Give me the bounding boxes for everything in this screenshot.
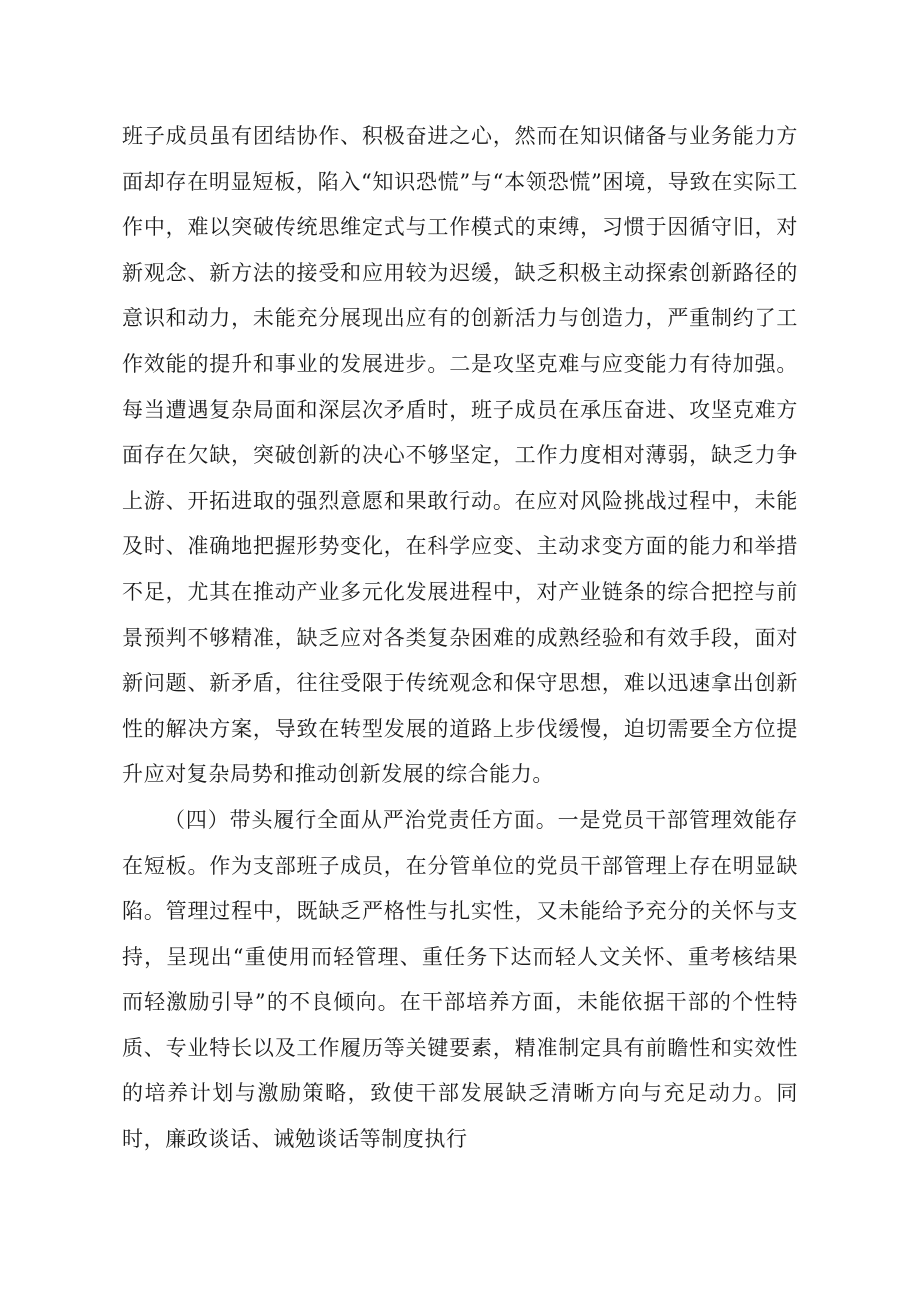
paragraph-continuation: 班子成员虽有团结协作、积极奋进之心，然而在知识储备与业务能力方面却存在明显短板，陷入“知识恐慌”与“本领恐慌”困境，导致在实际工作中，难以突破传统思维定式与工作模式的束缚，习惯于因循守旧，对新观念、新方法的接受和应用较为迟缓，缺乏积极主动探索创新路径的意识和动力，未能充分展现出应有的创新活力与创造力，严重制约了工作效能的提升和事业的发展进步。二是攻坚克难与应变能力有待加强。每当遭遇复杂局面和深层次矛盾时，班子成员在承压奋进、攻坚克难方面存在欠缺，突破创新的决心不够坚定，工作力度相对薄弱，缺乏力争上游、开拓进取的强烈意愿和果敢行动。在应对风险挑战过程中，未能及时、准确地把握形势变化，在科学应变、主动求变方面的能力和举措不足，尤其在推动产业多元化发展进程中，对产业链条的综合把控与前景预判不够精准，缺乏应对各类复杂困难的成熟经验和有效手段，面对新问题、新矛盾，往往受限于传统观念和保守思想，难以迅速拿出创新性的解决方案，导致在转型发展的道路上步伐缓慢，迫切需要全方位提升应对复杂局势和推动创新发展的综合能力。 [122,124,798,787]
document-body [122,114,798,1163]
paragraph-section-four: （四）带头履行全面从严治党责任方面。一是党员干部管理效能存在短板。作为支部班子成员，在分管单位的党员干部管理上存在明显缺陷。管理过程中，既缺乏严格性与扎实性，又未能给予充分的关怀与支持，呈现出“重使用而轻管理、重任务下达而轻人文关怀、重考核结果而轻激励引导”的不良倾向。在干部培养方面，未能依据干部的个性特质、专业特长以及工作履历等关键要素，精准制定具有前瞻性和实效性的培养计划与激励策略，致使干部发展缺乏清晰方向与充足动力。同时，廉政谈话、诫勉谈话等制度执行 [122,807,798,1152]
